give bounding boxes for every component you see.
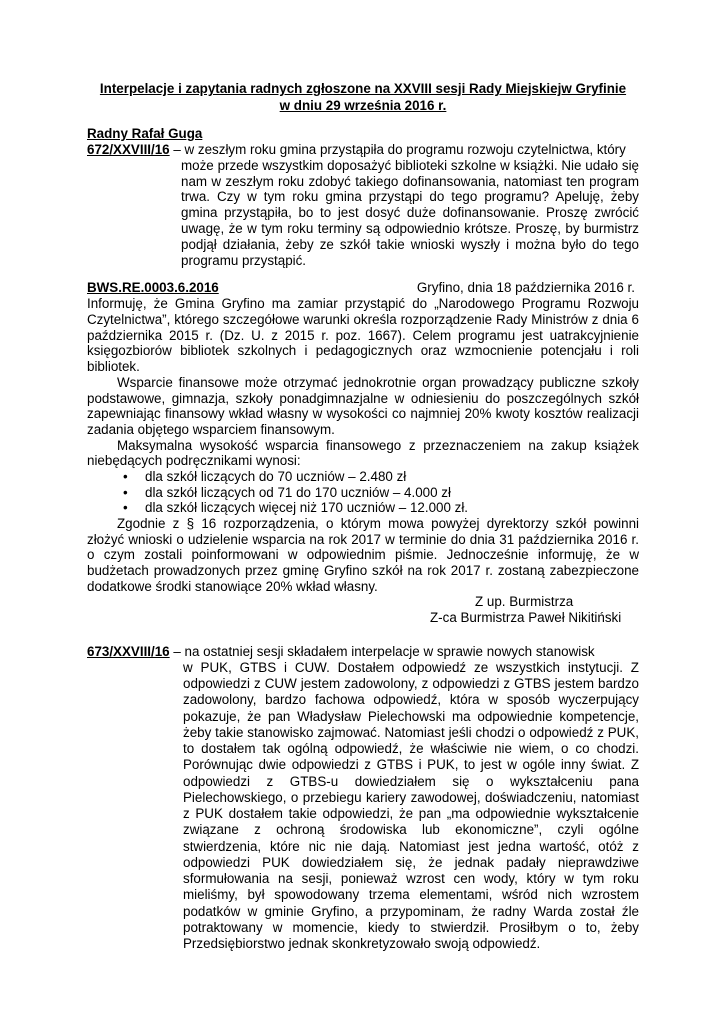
list-item-text: dla szkół liczących więcej niż 170 uczniów – 12.000 zł. (145, 500, 469, 516)
interpellation-first-line: – w zeszłym roku gmina przystąpiła do programu rozwoju czytelnictwa, który (169, 142, 626, 157)
response-header (87, 280, 639, 296)
interpellation-672 (87, 142, 639, 268)
interpellation-673 (87, 644, 639, 953)
list-item-text: dla szkół liczących do 70 uczniów – 2.480 zł (145, 469, 407, 485)
response-paragraph-3: Maksymalna wysokość wsparcia finansowego z przeznaczeniem na zakup książek niebędących podręcznikami wynosi: (87, 437, 639, 469)
bullet-icon: • (123, 469, 128, 485)
response-paragraph-2: Wsparcie finansowe może otrzymać jednokrotnie organ prowadzący publiczne szkoły podstawowe, gimnazja, szkoły ponadgimnazjalne w odniesieniu do poszczególnych szkół zapewniając finansowy wkład własny w wysokości co najmniej 20% kwoty kosztów realizacji zadania objętego wsparciem finansowym. (87, 374, 639, 437)
response-paragraph-4: Zgodnie z § 16 rozporządzenia, o którym mowa powyżej dyrektorzy szkół powinni złożyć wnioski o udzielenie wsparcia na rok 2017 w terminie do dnia 31 października 2016 r. o czym zostali poinformowani w odpowiednim piśmie. Jednocześnie informuję, że w budżetach prowadzonych przez gminę Gryfino szkół na rok 2017 r. zostaną zabezpieczone dodatkowe środki stanowiące 20% wkład własny. (87, 515, 639, 594)
interpellation-text: w PUK, GTBS i CUW. Dostałem odpowiedź ze wszystkich instytucji. Z odpowiedzi z CUW jestem zadowolony, z odpowiedzi z GTBS jestem bardzo zadowolony, bardzo fachowa odpowiedź, która w sposób wyczerpujący pokazuje, że pan Władysław Pielechowski ma odpowiednie kompetencje, żeby takie stanowisko zajmować. Natomiast jeśli chodzi o odpowiedź z PUK, to dostałem tak ogólną odpowiedź, że właściwie nie wiem, o co chodzi. Porównując dwie odpowiedzi z GTBS i PUK, to jest w ogóle inny świat. Z odpowiedzi z GTBS-u dowiedziałem się o wykształceniu pana Pielechowskiego, o przebiegu kariery zawodowej, doświadczeniu, natomiast z PUK dostałem takie odpowiedzi, że pan „ma odpowiednie wykształcenie związane z ochroną środowiska lub ekonomiczne”, czyli ogólne stwierdzenia, które nic nie dają. Natomiast jest jedna wartość, otóż z odpowiedzi PUK dowiedziałem się, że jednak padały nieprawdziwe sformułowania na sesji, ponieważ wzrost cen wody, który w tym roku mieliśmy, był spowodowany trzema elementami, wśród nich wzrostem podatków w gminie Gryfino, a przypominam, że radny Warda został źle potraktowany w momencie, kiedy to stwierdził. Prosiłbym o to, żeby Przedsiębiorstwo jednak skonkretyzowało swoją odpowiedź. (183, 659, 639, 952)
list-item-text: dla szkół liczących od 71 do 170 uczniów – 4.000 zł (145, 484, 451, 500)
list-item (123, 469, 639, 485)
document-page (87, 80, 639, 952)
response-date: Gryfino, dnia 18 października 2016 r. (416, 280, 635, 296)
list-item (123, 485, 639, 501)
interpellation-ref: 673/XXVIII/16 (87, 643, 170, 659)
title-line-2: w dniu 29 września 2016 r. (279, 98, 447, 113)
bullet-icon: • (123, 500, 128, 516)
signature-line-1: Z up. Burmistrza (475, 594, 574, 610)
interpellation-first-line: – na ostatniej sesji składałem interpelacje w sprawie nowych stanowisk (169, 643, 595, 659)
response-block (87, 280, 639, 625)
bullet-icon: • (123, 484, 128, 500)
list-item (123, 500, 639, 516)
signature-line-2: Z-ca Burmistrza Paweł Nikitiński (430, 610, 622, 625)
interpellation-text: może przede wszystkim doposażyć biblioteki szkolne w książki. Nie udało się nam w zeszłym roku zdobyć takiego dofinansowania, natomiast ten program trwa. Czy w tym roku gmina przystąpi do tego programu? Apeluję, żeby gmina przystąpiła, bo to jest dosyć duże dofinansowanie. Proszę zwrócić uwagę, że w tym roku terminy są odpowiednio krótsze. Proszę, by burmistrz podjął działania, żeby ze szkół takie wnioski wyszły i można było do tego programu przystąpić. (181, 157, 639, 268)
document-title (87, 80, 639, 114)
support-amounts-list (87, 469, 639, 516)
speaker-name: Radny Rafał Guga (87, 126, 203, 141)
response-ref: BWS.RE.0003.6.2016 (87, 280, 219, 296)
title-line-1: Interpelacje i zapytania radnych zgłoszone na XXVIII sesji Rady Miejskiejw Gryfinie (99, 81, 627, 96)
response-paragraph-1: Informuję, że Gmina Gryfino ma zamiar przystąpić do „Narodowego Programu Rozwoju Czytelnictwa”, którego szczegółowe warunki określa rozporządzenie Rady Ministrów z dnia 6 października 2015 r. (Dz. U. z 2015 r. poz. 1667). Celem programu jest uatrakcyjnienie księgozbiorów bibliotek szkolnych i pedagogicznych oraz wzmocnienie potencjału i roli bibliotek. (87, 296, 639, 375)
interpellation-ref: 672/XXVIII/16 (87, 142, 170, 157)
